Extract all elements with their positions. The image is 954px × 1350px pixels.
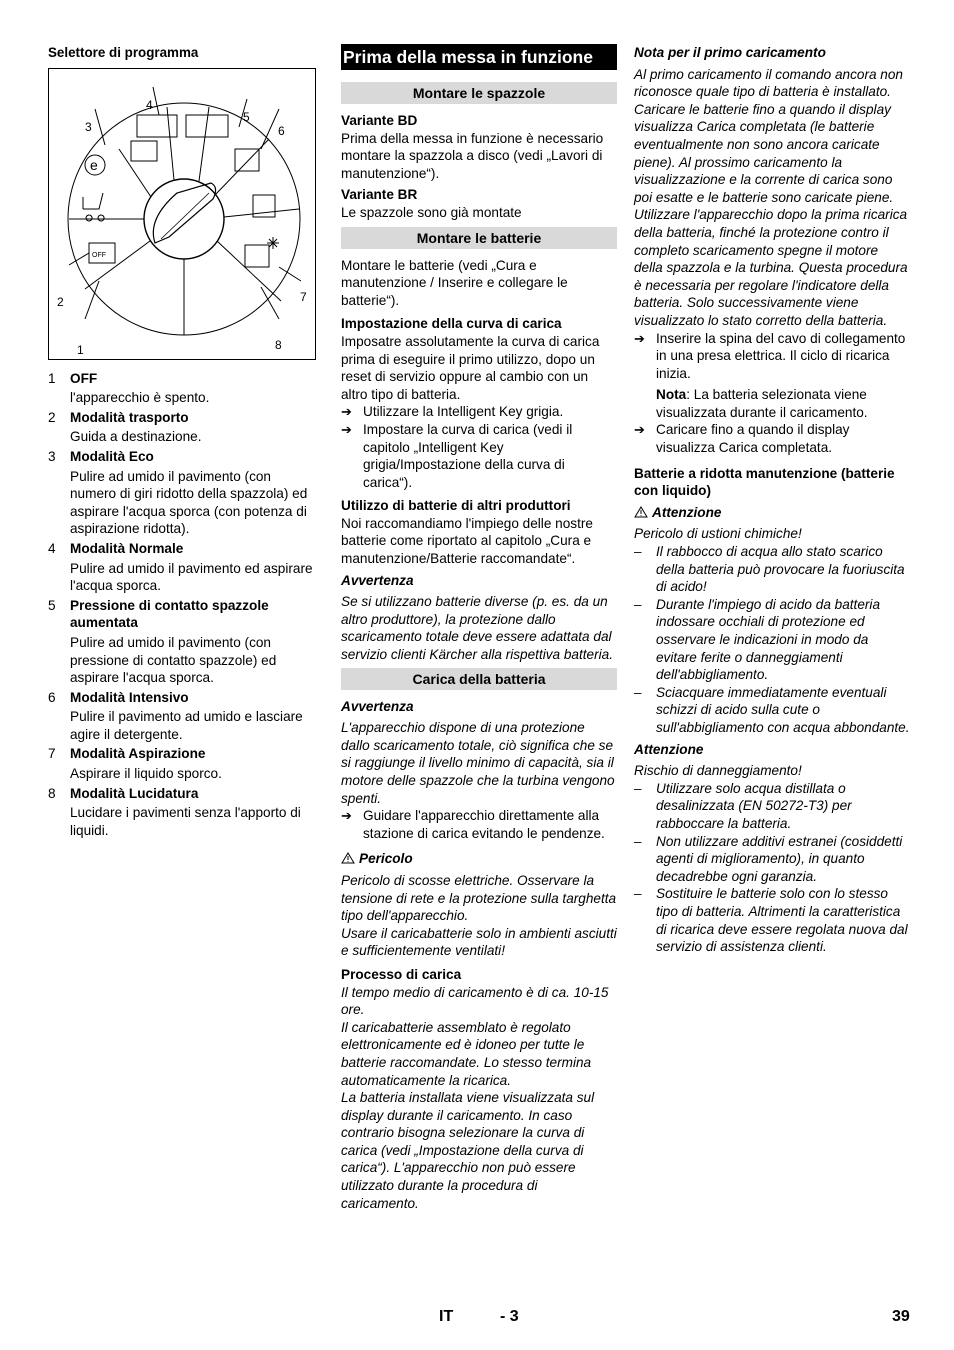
section-brushes-heading: Montare le spazzole — [341, 82, 617, 104]
attention-1-list — [634, 543, 910, 737]
dash-bullet: – — [634, 544, 642, 560]
figure-label-5: 5 — [243, 109, 250, 124]
legend-text: Pulire ad umido il pavimento ed aspirare l'acqua sporca. — [70, 560, 313, 594]
note-2-title: Avvertenza — [341, 698, 414, 714]
legend-text: Aspirare il liquido sporco. — [70, 766, 222, 782]
legend-title: OFF — [70, 370, 98, 386]
charge-process-p3: La batteria installata viene visualizzata sul display durante il caricamento. In caso contrario bisogna selezionare la curva di carica (vedi „Impostazione della curva di carica“). L'apparecchio non può essere utilizzato durante la procedura di caricamento. — [341, 1090, 595, 1211]
legend-text: Guida a destinazione. — [70, 429, 202, 445]
legend-number: 5 — [48, 597, 56, 613]
intensive-mode-icon — [235, 149, 259, 171]
polishing-mode-icon — [245, 245, 269, 267]
figure-label-3: 3 — [85, 119, 92, 134]
normal-mode-icon — [137, 115, 177, 137]
danger-title: Pericolo — [341, 850, 617, 868]
legend-text: Lucidare i pavimenti senza l'apporto di liquidi. — [70, 805, 301, 838]
charge-curve-title: Impostazione della curva di carica — [341, 316, 562, 332]
legend-item — [48, 745, 320, 782]
dash-list-item: – Durante l'impiego di acido da batteria indossare occhiali di protezione ed osservare le indicazioni in modo da evitare ferite o danneggiamenti dell'abbigliamento. — [634, 596, 881, 683]
warning-triangle-icon — [341, 852, 355, 864]
legend-item — [48, 448, 320, 538]
eco-mode-icon — [131, 141, 157, 161]
legend-number: 3 — [48, 448, 56, 464]
selector-heading: Selettore di programma — [48, 45, 199, 60]
legend-item — [48, 409, 320, 446]
legend-item — [48, 597, 320, 687]
legend-number: 8 — [48, 785, 56, 801]
danger-text-2: Usare il caricabatterie solo in ambienti asciutti e sufficientemente ventilati! — [341, 925, 617, 959]
dash-list-item: – Sciacquare immediatamente eventuali schizzi di acido sulla cute o sull'abbigliamento con acqua abbondante. — [634, 684, 910, 735]
charge-process-title: Processo di carica — [341, 966, 462, 982]
legend-text: Pulire ad umido il pavimento (con numero di giri ridotto della spazzola) ed aspirare l'acqua sporca (con potenza di aspirazione ridotta). — [70, 468, 308, 537]
attention-1-lead: Pericolo di ustioni chimiche! — [634, 526, 802, 542]
attention-1-title: Attenzione — [634, 504, 910, 522]
figure-label-1: 1 — [77, 342, 84, 357]
dash-list-item: – Sostituire le batterie solo con lo stesso tipo di batteria. Altrimenti la caratteristica di ricarica deve essere regolata nuova dal servizio di assistenza clienti. — [634, 886, 908, 955]
dash-bullet: – — [634, 780, 642, 796]
figure-label-4: 4 — [146, 97, 153, 112]
note-1-title: Avvertenza — [341, 572, 414, 588]
warning-triangle-icon — [634, 506, 648, 518]
arrow-icon: ➔ — [634, 330, 645, 346]
dash-bullet: – — [634, 886, 642, 902]
legend-title: Modalità trasporto — [70, 409, 189, 425]
figure-label-6: 6 — [278, 123, 285, 138]
section-batteries-heading: Montare le batterie — [341, 227, 617, 249]
variant-br-title: Variante BR — [341, 187, 418, 203]
legend-number: 7 — [48, 746, 56, 762]
attention-2-lead: Rischio di danneggiamento! — [634, 763, 802, 779]
dash-bullet: – — [634, 833, 642, 849]
column-3 — [634, 44, 910, 956]
legend-text: l'apparecchio è spento. — [70, 390, 210, 406]
charge-curve-step-1: ➔ Utilizzare la Intelligent Key grigia. — [341, 404, 564, 420]
legend-title: Modalità Lucidatura — [70, 785, 199, 801]
legend-title: Pressione di contatto spazzole aumentata — [70, 597, 269, 631]
note-1-text: Se si utilizzano batterie diverse (p. es. da un altro produttore), la protezione dallo scaricamento totale deve essere adattata dal servizio clienti Kärcher alla rispettiva batteria. — [341, 594, 613, 663]
arrow-icon: ➔ — [341, 421, 352, 437]
legend-item — [48, 540, 320, 595]
charge-curve-text: Imposatre assolutamente la curva di carica prima di eseguire il primo utilizzo, dopo un reset di servizio oppure al cambio con un altro tipo di batteria. — [341, 333, 600, 402]
charging-step: ➔ Guidare l'apparecchio direttamente alla stazione di carica evitando le pendenze. — [341, 808, 605, 841]
legend-text: Pulire ad umido il pavimento (con pressione di contatto spazzole) ed aspirare l'acqua sporca. — [70, 634, 277, 686]
major-heading: Prima della messa in funzione — [341, 44, 617, 70]
variant-bd-title: Variante BD — [341, 113, 418, 128]
arrow-icon: ➔ — [341, 404, 352, 420]
dash-bullet: – — [634, 684, 642, 700]
legend-title: Modalità Intensivo — [70, 689, 189, 705]
footer-language: IT — [439, 1308, 454, 1325]
other-batteries-title: Utilizzo di batterie di altri produttori — [341, 498, 571, 514]
attention-2-list — [634, 780, 910, 956]
danger-text-1: Pericolo di scosse elettriche. Osservare la tensione di rete e la protezione sulla targhetta tipo dell'apparecchio. — [341, 872, 617, 924]
figure-label-2: 2 — [57, 294, 64, 309]
dash-bullet: – — [634, 596, 642, 612]
footer-section: - 3 — [500, 1308, 519, 1325]
legend-number: 4 — [48, 540, 56, 556]
legend-number: 2 — [48, 409, 56, 425]
batteries-text: Montare le batterie (vedi „Cura e manutenzione / Inserire e collegare le batterie“). — [341, 257, 568, 308]
legend-number: 6 — [48, 689, 56, 705]
dash-list-item: – Non utilizzare additivi estranei (cosiddetti agenti di miglioramento), in quanto decadrebbe ogni garanzia. — [634, 833, 903, 884]
legend-list — [48, 370, 320, 840]
transport-icon — [83, 193, 104, 221]
legend-number: 1 — [48, 370, 56, 386]
legend-title: Modalità Eco — [70, 448, 154, 464]
eco-e-label: e — [90, 156, 98, 173]
program-selector-figure — [48, 68, 316, 360]
variant-bd-text: Prima della messa in funzione è necessario montare la spazzola a disco (vedi „Lavori di manutenzione“). — [341, 130, 604, 181]
legend-item — [48, 785, 320, 840]
charge-process-p2: Il caricabatterie assemblato è regolato elettronicamente ed è idoneo per tutte le batterie raccomandate. Lo stesso termina automaticamente la ricarica. — [341, 1019, 592, 1088]
figure-label-8: 8 — [275, 337, 282, 352]
section-charging-heading: Carica della batteria — [341, 668, 617, 690]
legend-item — [48, 689, 320, 744]
knob-pointer — [153, 183, 215, 243]
legend-text: Pulire il pavimento ad umido e lasciare agire il detergente. — [70, 709, 303, 742]
low-maintenance-title: Batterie a ridotta manutenzione (batterie con liquido) — [634, 465, 895, 499]
first-charge-step-1: ➔ Inserire la spina del cavo di collegamento in una presa elettrica. Il ciclo di ricarica inizia. — [634, 330, 906, 381]
first-charge-step-2: ➔ Caricare fino a quando il display visualizza Carica completata. — [634, 422, 850, 456]
column-1 — [48, 44, 320, 839]
variant-br-text: Le spazzole sono già montate — [341, 204, 522, 220]
legend-title: Modalità Normale — [70, 540, 184, 556]
legend-item — [48, 370, 320, 407]
arrow-icon: ➔ — [634, 422, 645, 438]
first-charge-note: Nota: La batteria selezionata viene visualizzata durante il caricamento. — [656, 387, 868, 420]
dash-list-item: – Utilizzare solo acqua distillata o desalinizzata (EN 50272-T3) per rabboccare la batteria. — [634, 780, 852, 831]
attention-2-title: Attenzione — [634, 741, 704, 757]
arrow-icon: ➔ — [341, 808, 352, 824]
footer-page-number: 39 — [892, 1308, 910, 1325]
figure-label-7: 7 — [300, 289, 307, 304]
column-2 — [341, 44, 617, 1212]
charge-curve-step-2: ➔ Impostare la curva di carica (vedi il capitolo „Intelligent Key grigia/Impostazione della curva di carica“). — [341, 421, 573, 490]
dash-list-item: – Il rabbocco di acqua allo stato scarico della batteria può provocare la fuoriuscita di acido! — [634, 544, 905, 595]
note-2-text: L'apparecchio dispone di una protezione dallo scaricamento totale, ciò significa che se si raggiunge il livello minimo di capacità, sia il motore delle spazzole che la turbina vengono spenti. — [341, 720, 615, 806]
first-charge-text: Al primo caricamento il comando ancora non riconosce quale tipo di batteria è installato. Caricare le batterie fino a quando il display visualizza Carica completata (le batterie eventualmente non sono ancora caricate piene). Al prossimo caricamento la visualizzazione e la corrente di carica sono poi esatte e le batterie sono caricate piene. Utilizzare l'apparecchio dopo la prima ricarica della batteria, finché la protezione contro il completo scaricamento spegne il motore della spazzola e la turbina. Questa procedura è necessaria per regolare l'indicatore della batteria. Solo successivamente viene visualizzato lo stato corretto della batteria. — [634, 66, 908, 328]
program-selector-diagram — [49, 69, 317, 361]
other-batteries-text: Noi raccomandiamo l'impiego delle nostre batterie come riportato al capitolo „Cura e manutenzione/Batterie raccomandate“. — [341, 515, 593, 567]
off-icon-label: OFF — [92, 251, 106, 259]
charge-process-p1: Il tempo medio di caricamento è di ca. 10-15 ore. — [341, 984, 609, 1018]
legend-title: Modalità Aspirazione — [70, 746, 206, 762]
first-charge-title: Nota per il primo caricamento — [634, 45, 826, 60]
